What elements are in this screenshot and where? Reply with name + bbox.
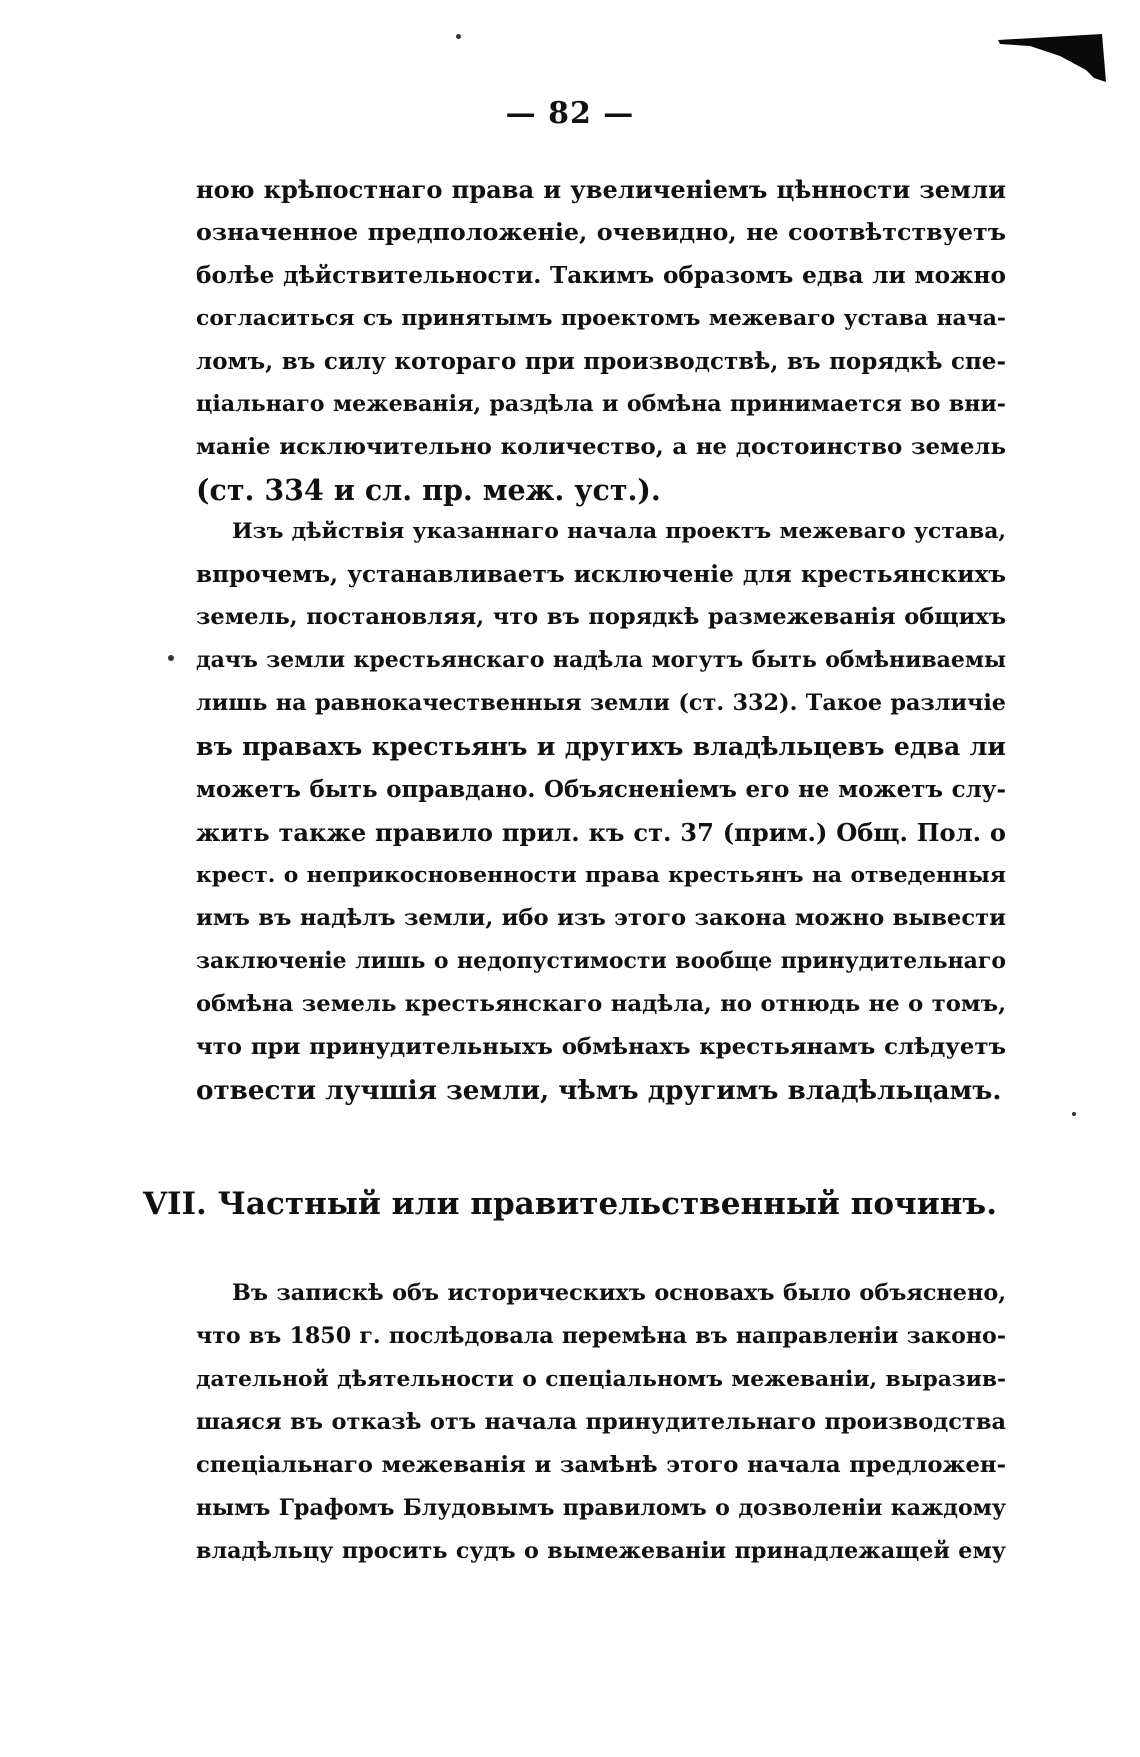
text-line: что при принудительныхъ обмѣнахъ крестьянамъ слѣдуетъ: [196, 1034, 1006, 1060]
text-line: жить также правило прил. къ ст. 37 (прим.) Общ. Пол. о: [196, 818, 1006, 847]
text-line: шаяся въ отказѣ отъ начала принудительнаго производства: [196, 1409, 1006, 1435]
scan-corner-artifact: [990, 32, 1110, 88]
text-line: болѣе дѣйствительности. Такимъ образомъ едва ли можно: [196, 262, 1006, 289]
text-line: имъ въ надѣлъ земли, ибо изъ этого закона можно вывести: [196, 905, 1006, 931]
text-line: заключеніе лишь о недопустимости вообще принудительнаго: [196, 948, 1006, 974]
text-line: дачъ земли крестьянскаго надѣла могутъ быть обмѣниваемы: [196, 647, 1006, 673]
section-heading: VII. Частный или правительственный починъ.: [142, 1186, 997, 1222]
text-line: ціальнаго межеванія, раздѣла и обмѣна принимается во вни-: [196, 391, 1006, 417]
page-number: — 82 —: [505, 96, 635, 131]
paragraph-2: [196, 510, 1006, 1112]
text-line: обмѣна земель крестьянскаго надѣла, но отнюдь не о томъ,: [196, 991, 1006, 1017]
text-line: ломъ, въ силу котораго при производствѣ, въ порядкѣ спе-: [196, 348, 1006, 375]
text-line: крест. о неприкосновенности права крестьянъ на отведенныя: [196, 862, 1006, 888]
paragraph-1: [196, 168, 1006, 512]
text-line: нымъ Графомъ Блудовымъ правиломъ о дозволеніи каждому: [196, 1495, 1006, 1521]
text-line: лишь на равнокачественныя земли (ст. 332). Такое различіе: [196, 690, 1006, 716]
ink-speck: [1072, 1112, 1076, 1116]
ink-speck: [168, 655, 174, 661]
text-line: земель, постановляя, что въ порядкѣ размежеванія общихъ: [196, 604, 1006, 630]
text-line: отвести лучшія земли, чѣмъ другимъ владѣльцамъ.: [196, 1075, 1002, 1106]
ink-speck: [456, 34, 461, 39]
text-line: ною крѣпостнаго права и увеличеніемъ цѣнности земли: [196, 175, 1006, 204]
text-line: (ст. 334 и сл. пр. меж. уст.).: [196, 473, 661, 507]
text-line: маніе исключительно количество, а не достоинство земель: [196, 434, 1006, 460]
text-line: дательной дѣятельности о спеціальномъ межеваніи, выразив-: [196, 1367, 1006, 1392]
text-line: означенное предположеніе, очевидно, не соотвѣтствуетъ: [196, 218, 1006, 246]
paragraph-3: [196, 1272, 1006, 1573]
text-line: въ правахъ крестьянъ и другихъ владѣльцевъ едва ли: [196, 731, 1006, 761]
text-line: Въ запискѣ объ историческихъ основахъ было объяснено,: [232, 1280, 1006, 1306]
text-line: можетъ быть оправдано. Объясненіемъ его не можетъ слу-: [196, 776, 1006, 803]
text-line: согласиться съ принятымъ проектомъ межеваго устава нача-: [196, 305, 1006, 331]
text-line: впрочемъ, устанавливаетъ исключеніе для крестьянскихъ: [196, 561, 1006, 588]
text-line: спеціальнаго межеванія и замѣнѣ этого начала предложен-: [196, 1452, 1006, 1478]
text-line: что въ 1850 г. послѣдовала перемѣна въ направленіи законо-: [196, 1323, 1006, 1349]
text-line: Изъ дѣйствія указаннаго начала проектъ межеваго устава,: [232, 518, 1006, 544]
text-line: владѣльцу просить судъ о вымежеваніи принадлежащей ему: [196, 1538, 1006, 1564]
